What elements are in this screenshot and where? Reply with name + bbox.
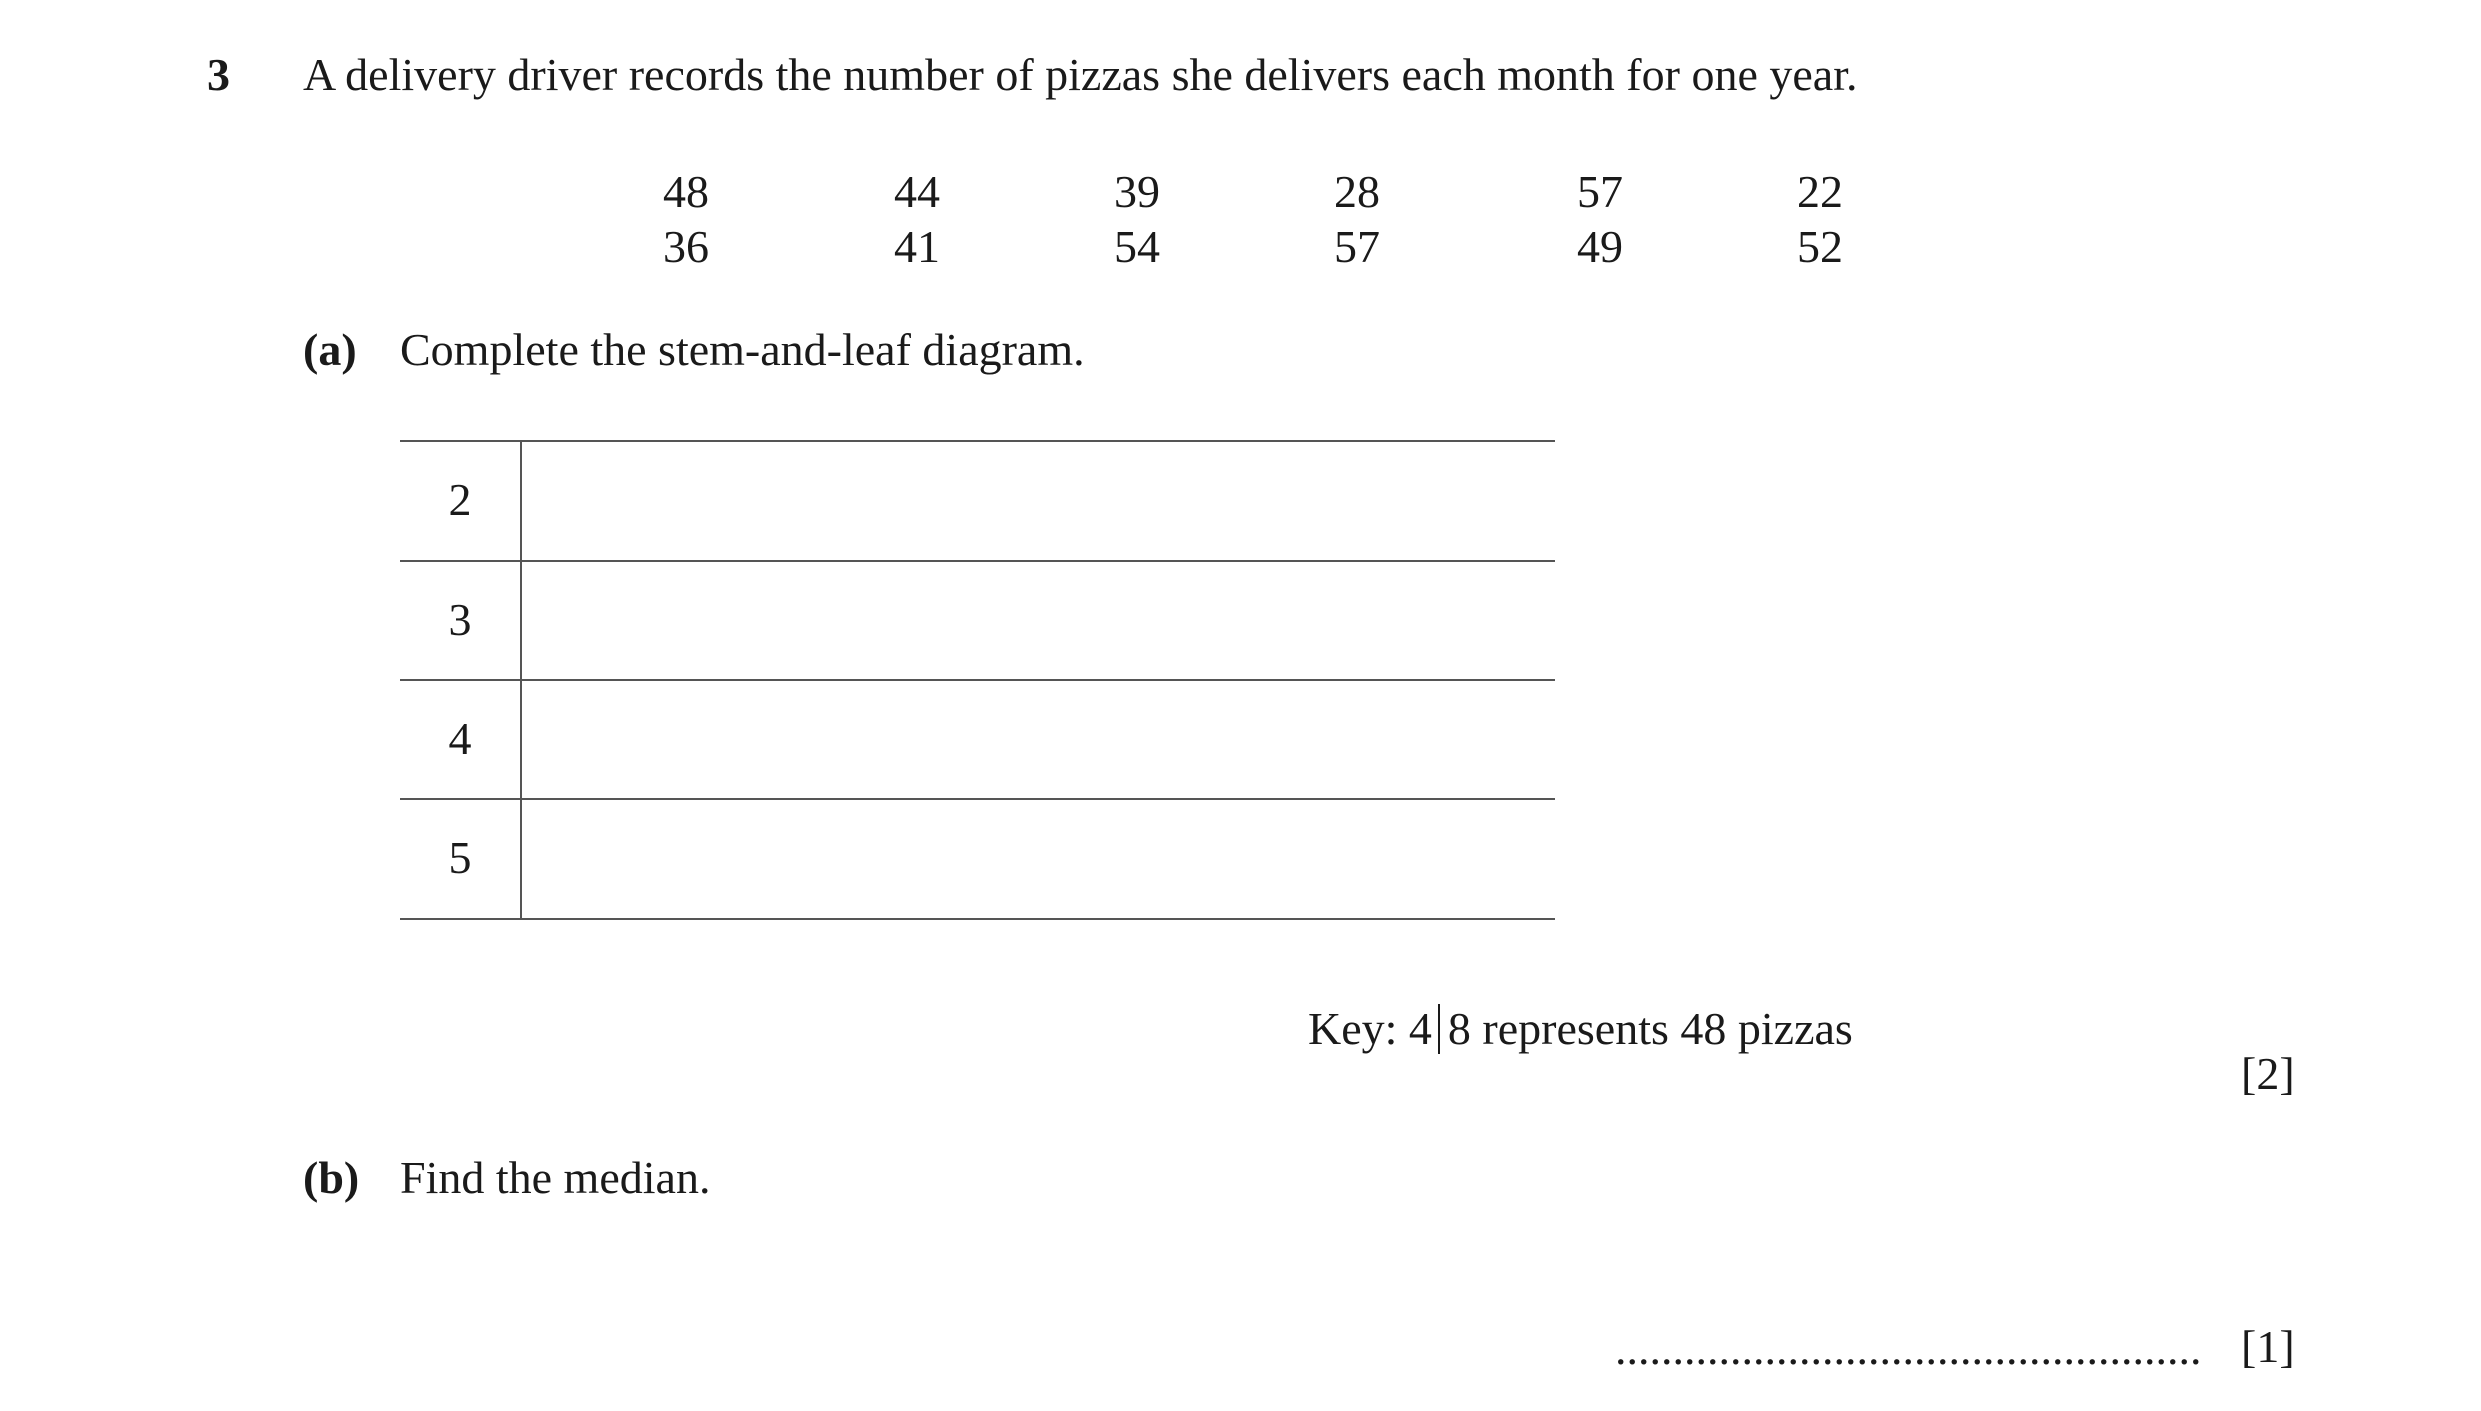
stem-value: 3 xyxy=(448,594,472,645)
part-b-marks: [1] xyxy=(2241,1321,2295,1372)
part-a-label: (a) xyxy=(303,324,357,375)
data-value: 44 xyxy=(894,166,940,217)
data-value: 41 xyxy=(894,221,940,272)
key-divider xyxy=(1438,1004,1440,1054)
question-number: 3 xyxy=(207,49,230,100)
leaf-answer-cell[interactable] xyxy=(524,801,1554,917)
stem-value: 5 xyxy=(448,832,472,883)
table-rule xyxy=(400,798,1555,800)
data-value: 57 xyxy=(1334,221,1380,272)
answer-line[interactable]: ................................................... xyxy=(1615,1323,2202,1374)
part-a-text: Complete the stem-and-leaf diagram. xyxy=(400,324,1085,375)
leaf-answer-cell[interactable] xyxy=(524,443,1554,559)
data-value: 57 xyxy=(1577,166,1623,217)
leaf-answer-cell[interactable] xyxy=(524,563,1554,679)
data-value: 39 xyxy=(1114,166,1160,217)
leaf-answer-cell[interactable] xyxy=(524,682,1554,798)
data-value: 49 xyxy=(1577,221,1623,272)
data-value: 22 xyxy=(1797,166,1843,217)
data-value: 28 xyxy=(1334,166,1380,217)
data-value: 52 xyxy=(1797,221,1843,272)
stem-value: 2 xyxy=(448,474,472,525)
stem-divider xyxy=(520,440,522,920)
table-rule xyxy=(400,918,1555,920)
table-rule xyxy=(400,440,1555,442)
data-value: 48 xyxy=(663,166,709,217)
part-a-marks: [2] xyxy=(2241,1048,2295,1099)
stem-and-leaf-diagram xyxy=(400,440,1555,920)
data-value: 36 xyxy=(663,221,709,272)
part-b-text: Find the median. xyxy=(400,1152,711,1203)
part-b-label: (b) xyxy=(303,1152,360,1203)
data-value: 54 xyxy=(1114,221,1160,272)
stem-value: 4 xyxy=(448,713,472,764)
key-text: 8 represents 48 pizzas xyxy=(1447,1003,1853,1054)
table-rule xyxy=(400,560,1555,562)
key-stem: Key: 4 xyxy=(1308,1003,1432,1054)
table-rule xyxy=(400,679,1555,681)
question-text: A delivery driver records the number of pizzas she delivers each month for one year. xyxy=(303,49,1858,100)
diagram-key xyxy=(1308,1002,1853,1055)
